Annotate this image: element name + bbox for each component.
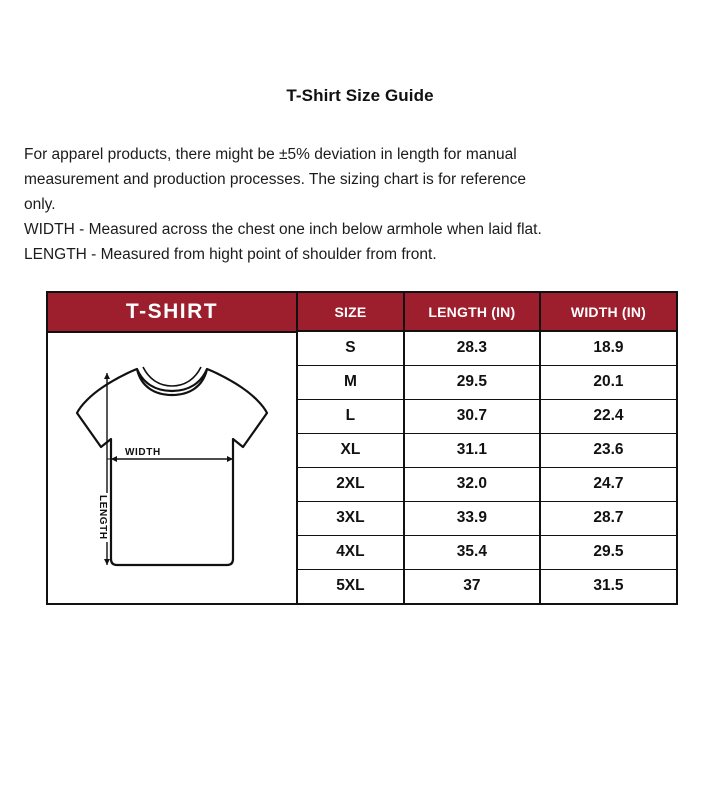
- cell-length: 28.3: [404, 331, 540, 365]
- cell-width: 20.1: [540, 365, 676, 399]
- cell-length: 32.0: [404, 467, 540, 501]
- cell-width: 29.5: [540, 535, 676, 569]
- table-row: [298, 535, 676, 569]
- column-header-length: LENGTH (IN): [404, 293, 540, 331]
- page-title: T-Shirt Size Guide: [286, 86, 434, 105]
- diagram-length-label: LENGTH: [97, 495, 108, 540]
- cell-width: 18.9: [540, 331, 676, 365]
- cell-size: 2XL: [298, 467, 404, 501]
- tshirt-illustration-icon: [67, 343, 277, 593]
- cell-width: 24.7: [540, 467, 676, 501]
- cell-size: 4XL: [298, 535, 404, 569]
- cell-width: 28.7: [540, 501, 676, 535]
- size-chart: [46, 291, 678, 605]
- cell-size: 3XL: [298, 501, 404, 535]
- cell-length: 33.9: [404, 501, 540, 535]
- cell-width: 22.4: [540, 399, 676, 433]
- intro-line-2: measurement and production processes. The sizing chart is for reference: [24, 171, 526, 188]
- table-row: [298, 399, 676, 433]
- cell-size: S: [298, 331, 404, 365]
- cell-length: 31.1: [404, 433, 540, 467]
- cell-size: 5XL: [298, 569, 404, 603]
- intro-line-width: WIDTH - Measured across the chest one inch below armhole when laid flat.: [24, 221, 542, 238]
- intro-line-1: For apparel products, there might be ±5% deviation in length for manual: [24, 146, 517, 163]
- table-row: [298, 365, 676, 399]
- cell-length: 30.7: [404, 399, 540, 433]
- intro-line-3: only.: [24, 196, 56, 213]
- cell-size: L: [298, 399, 404, 433]
- chart-brand-label: T-SHIRT: [48, 293, 296, 333]
- table-row: [298, 433, 676, 467]
- tshirt-diagram: [48, 333, 296, 603]
- cell-width: 23.6: [540, 433, 676, 467]
- column-header-width: WIDTH (IN): [540, 293, 676, 331]
- cell-length: 35.4: [404, 535, 540, 569]
- size-chart-table-panel: [298, 293, 676, 603]
- column-header-size: SIZE: [298, 293, 404, 331]
- cell-size: M: [298, 365, 404, 399]
- intro-text: [24, 142, 696, 267]
- size-table: [298, 293, 676, 603]
- table-row: [298, 569, 676, 603]
- table-row: [298, 501, 676, 535]
- intro-line-length: LENGTH - Measured from hight point of shoulder from front.: [24, 246, 437, 263]
- cell-size: XL: [298, 433, 404, 467]
- diagram-width-label: WIDTH: [125, 447, 161, 458]
- table-header-row: [298, 293, 676, 331]
- cell-width: 31.5: [593, 577, 624, 595]
- cell-length: 37: [404, 569, 540, 603]
- table-row: [298, 331, 676, 365]
- size-guide-page: [0, 86, 720, 806]
- table-row: [298, 467, 676, 501]
- cell-length: 29.5: [404, 365, 540, 399]
- size-chart-diagram-panel: [48, 293, 298, 603]
